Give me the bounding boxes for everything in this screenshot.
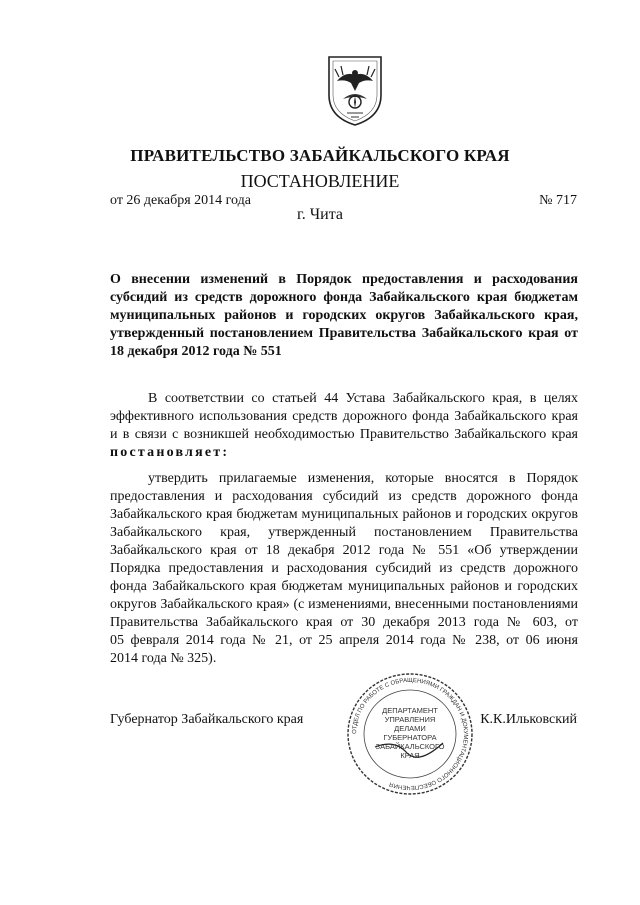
body-line: Правительства Забайкальского края от 30 декабря 2013 года № 603, от (110, 615, 578, 630)
decree-word: постановляет: (110, 445, 230, 460)
body-line: предоставления и расходования субсидий из средств дорожного фонда (110, 489, 578, 504)
seal-inner-line: ЗАБАЙКАЛЬСКОГО (375, 742, 445, 751)
document-type: ПОСТАНОВЛЕНИЕ (240, 171, 400, 191)
body-line: Забайкальского края бюджетам муниципальных районов и городских округов (110, 507, 578, 522)
seal-inner-line: УПРАВЛЕНИЯ (384, 715, 436, 724)
seal-ring-text: ОТДЕЛ ПО РАБОТЕ С ОБРАЩЕНИЯМИ ГРАЖДАН И ДОКУМЕНТАЦИОННОГО ОБЕСПЕЧЕНИЯ (351, 677, 469, 791)
preamble-line: В соответствии со статьей 44 Устава Забайкальского края, в целях (148, 391, 578, 406)
preamble-line: и в связи с возникшей необходимостью Правительство Забайкальского края (110, 427, 578, 442)
title-line: 18 декабря 2012 года № 551 (110, 344, 282, 359)
title-line: муниципальных районов и городских округов Забайкальского края, (110, 308, 578, 323)
preamble-paragraph (110, 390, 578, 462)
document-date: от 26 декабря 2014 года (110, 193, 251, 208)
seal-inner-line: ДЕПАРТАМЕНТ (382, 706, 438, 715)
title-line: субсидий из средств дорожного фонда Забайкальского края бюджетам (110, 290, 578, 305)
signer-name: К.К.Ильковский (480, 712, 577, 727)
body-line: Забайкальского края, утвержденный постановлением Правительства (110, 525, 578, 540)
official-seal-stamp (335, 669, 485, 799)
body-line: утвердить прилагаемые изменения, которые вносятся в Порядок (148, 471, 578, 486)
body-line: 2014 года № 325). (110, 651, 217, 666)
preamble-line: эффективного использования средств дорожного фонда Забайкальского края (110, 409, 578, 424)
document-title (110, 271, 578, 361)
decision-paragraph (110, 470, 578, 668)
seal-inner-line: КРАЯ (400, 751, 420, 760)
signer-position: Губернатор Забайкальского края (110, 712, 304, 727)
government-name: ПРАВИТЕЛЬСТВО ЗАБАЙКАЛЬСКОГО КРАЯ (130, 146, 510, 165)
body-line: 05 февраля 2014 года № 21, от 25 апреля 2014 года № 238, от 06 июня (110, 633, 578, 648)
body-line: Порядка предоставления и расходования субсидий из средств дорожного (110, 561, 578, 576)
body-line: округов Забайкальского края» (с изменениями, внесенными постановлениями (110, 597, 578, 612)
title-line: утвержденный постановлением Правительства Забайкальского края от (110, 326, 578, 341)
title-line: О внесении изменений в Порядок предоставления и расходования (110, 272, 578, 287)
document-city: г. Чита (296, 206, 343, 223)
body-line: Забайкальского края от 18 декабря 2012 года № 551 «Об утверждении (110, 543, 578, 558)
seal-inner-line: ГУБЕРНАТОРА (383, 733, 437, 742)
body-line: фонда Забайкальского края бюджетам муниципальных районов и городских (110, 579, 578, 594)
seal-inner-line: ДЕЛАМИ (394, 724, 426, 733)
document-number: № 717 (539, 193, 577, 208)
coat-of-arms-emblem (325, 55, 385, 127)
